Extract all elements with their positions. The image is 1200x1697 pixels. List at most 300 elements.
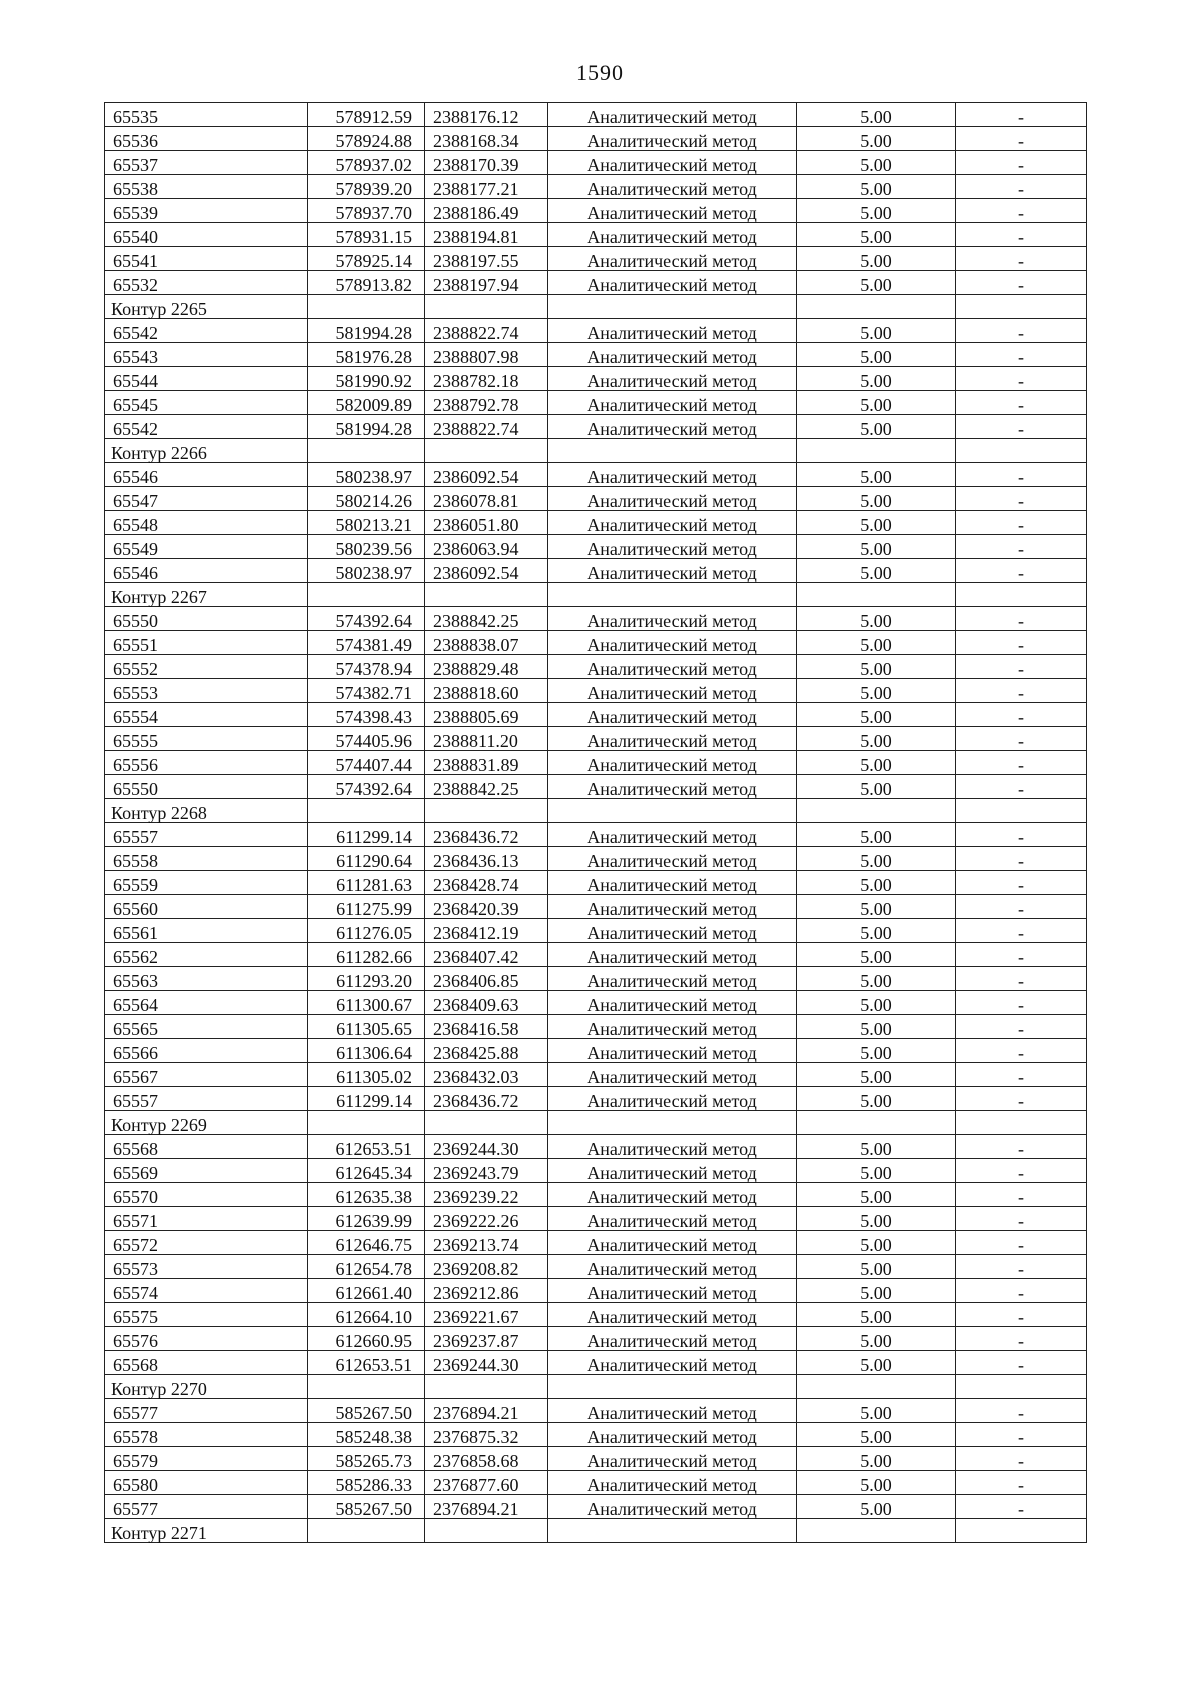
method-cell: Аналитический метод xyxy=(548,487,797,511)
contour-label: Контур 2269 xyxy=(105,1111,308,1135)
method-cell: Аналитический метод xyxy=(548,271,797,295)
x-coordinate-cell: 578925.14 xyxy=(308,247,425,271)
y-coordinate-cell: 2388842.25 xyxy=(425,607,548,631)
y-coordinate-cell: 2388177.21 xyxy=(425,175,548,199)
point-id-cell: 65575 xyxy=(105,1303,308,1327)
page-number: 1590 xyxy=(576,60,624,85)
point-id-cell: 65570 xyxy=(105,1183,308,1207)
accuracy-cell: 5.00 xyxy=(797,1423,956,1447)
point-id-cell: 65536 xyxy=(105,127,308,151)
accuracy-cell: 5.00 xyxy=(797,343,956,367)
table-row xyxy=(105,367,1087,391)
y-coordinate-cell: 2369221.67 xyxy=(425,1303,548,1327)
note-cell: - xyxy=(956,391,1087,415)
table-row xyxy=(105,943,1087,967)
x-coordinate-cell: 611290.64 xyxy=(308,847,425,871)
y-coordinate-cell: 2376875.32 xyxy=(425,1423,548,1447)
method-cell: Аналитический метод xyxy=(548,847,797,871)
x-coordinate-cell: 585265.73 xyxy=(308,1447,425,1471)
point-id-cell: 65557 xyxy=(105,823,308,847)
method-cell: Аналитический метод xyxy=(548,463,797,487)
table-row xyxy=(105,1207,1087,1231)
note-cell: - xyxy=(956,487,1087,511)
x-coordinate-cell: 580214.26 xyxy=(308,487,425,511)
x-coordinate-cell: 612645.34 xyxy=(308,1159,425,1183)
y-coordinate-cell: 2388831.89 xyxy=(425,751,548,775)
note-cell: - xyxy=(956,1063,1087,1087)
empty-cell xyxy=(956,799,1087,823)
point-id-cell: 65548 xyxy=(105,511,308,535)
empty-cell xyxy=(797,1519,956,1543)
y-coordinate-cell: 2388197.55 xyxy=(425,247,548,271)
x-coordinate-cell: 574398.43 xyxy=(308,703,425,727)
method-cell: Аналитический метод xyxy=(548,1015,797,1039)
contour-header-row xyxy=(105,1375,1087,1399)
point-id-cell: 65549 xyxy=(105,535,308,559)
method-cell: Аналитический метод xyxy=(548,967,797,991)
empty-cell xyxy=(308,1375,425,1399)
empty-cell xyxy=(797,295,956,319)
method-cell: Аналитический метод xyxy=(548,1327,797,1351)
accuracy-cell: 5.00 xyxy=(797,1231,956,1255)
note-cell: - xyxy=(956,967,1087,991)
accuracy-cell: 5.00 xyxy=(797,895,956,919)
x-coordinate-cell: 611293.20 xyxy=(308,967,425,991)
x-coordinate-cell: 574382.71 xyxy=(308,679,425,703)
point-id-cell: 65562 xyxy=(105,943,308,967)
method-cell: Аналитический метод xyxy=(548,1255,797,1279)
method-cell: Аналитический метод xyxy=(548,991,797,1015)
note-cell: - xyxy=(956,1495,1087,1519)
x-coordinate-cell: 578931.15 xyxy=(308,223,425,247)
accuracy-cell: 5.00 xyxy=(797,1255,956,1279)
table-row xyxy=(105,1399,1087,1423)
note-cell: - xyxy=(956,175,1087,199)
method-cell: Аналитический метод xyxy=(548,367,797,391)
table-row xyxy=(105,607,1087,631)
note-cell: - xyxy=(956,247,1087,271)
y-coordinate-cell: 2388170.39 xyxy=(425,151,548,175)
accuracy-cell: 5.00 xyxy=(797,1399,956,1423)
method-cell: Аналитический метод xyxy=(548,1063,797,1087)
x-coordinate-cell: 580238.97 xyxy=(308,463,425,487)
note-cell: - xyxy=(956,847,1087,871)
accuracy-cell: 5.00 xyxy=(797,415,956,439)
x-coordinate-cell: 585267.50 xyxy=(308,1399,425,1423)
accuracy-cell: 5.00 xyxy=(797,463,956,487)
note-cell: - xyxy=(956,871,1087,895)
accuracy-cell: 5.00 xyxy=(797,1135,956,1159)
point-id-cell: 65561 xyxy=(105,919,308,943)
point-id-cell: 65544 xyxy=(105,367,308,391)
table-row xyxy=(105,247,1087,271)
y-coordinate-cell: 2368407.42 xyxy=(425,943,548,967)
accuracy-cell: 5.00 xyxy=(797,535,956,559)
table-row xyxy=(105,487,1087,511)
y-coordinate-cell: 2368432.03 xyxy=(425,1063,548,1087)
table-row xyxy=(105,415,1087,439)
x-coordinate-cell: 581976.28 xyxy=(308,343,425,367)
x-coordinate-cell: 612661.40 xyxy=(308,1279,425,1303)
point-id-cell: 65546 xyxy=(105,463,308,487)
accuracy-cell: 5.00 xyxy=(797,247,956,271)
point-id-cell: 65556 xyxy=(105,751,308,775)
y-coordinate-cell: 2376858.68 xyxy=(425,1447,548,1471)
empty-cell xyxy=(548,439,797,463)
point-id-cell: 65541 xyxy=(105,247,308,271)
point-id-cell: 65564 xyxy=(105,991,308,1015)
point-id-cell: 65546 xyxy=(105,559,308,583)
table-row xyxy=(105,151,1087,175)
x-coordinate-cell: 580238.97 xyxy=(308,559,425,583)
note-cell: - xyxy=(956,1303,1087,1327)
x-coordinate-cell: 574381.49 xyxy=(308,631,425,655)
table-row xyxy=(105,1423,1087,1447)
y-coordinate-cell: 2369212.86 xyxy=(425,1279,548,1303)
method-cell: Аналитический метод xyxy=(548,511,797,535)
x-coordinate-cell: 612635.38 xyxy=(308,1183,425,1207)
table-row xyxy=(105,535,1087,559)
table-row xyxy=(105,343,1087,367)
y-coordinate-cell: 2388811.20 xyxy=(425,727,548,751)
empty-cell xyxy=(308,439,425,463)
y-coordinate-cell: 2369208.82 xyxy=(425,1255,548,1279)
table-row xyxy=(105,391,1087,415)
x-coordinate-cell: 611306.64 xyxy=(308,1039,425,1063)
table-row xyxy=(105,1231,1087,1255)
method-cell: Аналитический метод xyxy=(548,1447,797,1471)
accuracy-cell: 5.00 xyxy=(797,1447,956,1471)
accuracy-cell: 5.00 xyxy=(797,631,956,655)
y-coordinate-cell: 2376894.21 xyxy=(425,1399,548,1423)
table-row xyxy=(105,655,1087,679)
method-cell: Аналитический метод xyxy=(548,703,797,727)
x-coordinate-cell: 585248.38 xyxy=(308,1423,425,1447)
method-cell: Аналитический метод xyxy=(548,631,797,655)
x-coordinate-cell: 578937.02 xyxy=(308,151,425,175)
accuracy-cell: 5.00 xyxy=(797,991,956,1015)
note-cell: - xyxy=(956,343,1087,367)
table-row xyxy=(105,1183,1087,1207)
note-cell: - xyxy=(956,1183,1087,1207)
table-row xyxy=(105,127,1087,151)
note-cell: - xyxy=(956,1087,1087,1111)
point-id-cell: 65578 xyxy=(105,1423,308,1447)
note-cell: - xyxy=(956,127,1087,151)
y-coordinate-cell: 2388829.48 xyxy=(425,655,548,679)
contour-header-row xyxy=(105,1111,1087,1135)
note-cell: - xyxy=(956,367,1087,391)
contour-label: Контур 2265 xyxy=(105,295,308,319)
note-cell: - xyxy=(956,535,1087,559)
method-cell: Аналитический метод xyxy=(548,247,797,271)
method-cell: Аналитический метод xyxy=(548,919,797,943)
accuracy-cell: 5.00 xyxy=(797,1327,956,1351)
contour-label: Контур 2267 xyxy=(105,583,308,607)
accuracy-cell: 5.00 xyxy=(797,127,956,151)
contour-header-row xyxy=(105,295,1087,319)
table-row xyxy=(105,751,1087,775)
accuracy-cell: 5.00 xyxy=(797,367,956,391)
y-coordinate-cell: 2368425.88 xyxy=(425,1039,548,1063)
empty-cell xyxy=(956,295,1087,319)
accuracy-cell: 5.00 xyxy=(797,775,956,799)
y-coordinate-cell: 2369239.22 xyxy=(425,1183,548,1207)
point-id-cell: 65565 xyxy=(105,1015,308,1039)
point-id-cell: 65560 xyxy=(105,895,308,919)
empty-cell xyxy=(548,799,797,823)
y-coordinate-cell: 2386092.54 xyxy=(425,463,548,487)
table-row xyxy=(105,967,1087,991)
table-row xyxy=(105,559,1087,583)
note-cell: - xyxy=(956,463,1087,487)
y-coordinate-cell: 2368409.63 xyxy=(425,991,548,1015)
empty-cell xyxy=(308,799,425,823)
note-cell: - xyxy=(956,1279,1087,1303)
point-id-cell: 65580 xyxy=(105,1471,308,1495)
table-row xyxy=(105,319,1087,343)
empty-cell xyxy=(425,583,548,607)
method-cell: Аналитический метод xyxy=(548,727,797,751)
point-id-cell: 65535 xyxy=(105,103,308,127)
method-cell: Аналитический метод xyxy=(548,223,797,247)
point-id-cell: 65563 xyxy=(105,967,308,991)
empty-cell xyxy=(956,1111,1087,1135)
point-id-cell: 65567 xyxy=(105,1063,308,1087)
note-cell: - xyxy=(956,919,1087,943)
y-coordinate-cell: 2369243.79 xyxy=(425,1159,548,1183)
point-id-cell: 65577 xyxy=(105,1399,308,1423)
note-cell: - xyxy=(956,1423,1087,1447)
accuracy-cell: 5.00 xyxy=(797,655,956,679)
x-coordinate-cell: 611299.14 xyxy=(308,1087,425,1111)
y-coordinate-cell: 2369244.30 xyxy=(425,1135,548,1159)
accuracy-cell: 5.00 xyxy=(797,1279,956,1303)
note-cell: - xyxy=(956,559,1087,583)
x-coordinate-cell: 611299.14 xyxy=(308,823,425,847)
accuracy-cell: 5.00 xyxy=(797,679,956,703)
accuracy-cell: 5.00 xyxy=(797,559,956,583)
note-cell: - xyxy=(956,895,1087,919)
empty-cell xyxy=(797,1111,956,1135)
accuracy-cell: 5.00 xyxy=(797,751,956,775)
accuracy-cell: 5.00 xyxy=(797,199,956,223)
point-id-cell: 65573 xyxy=(105,1255,308,1279)
accuracy-cell: 5.00 xyxy=(797,1087,956,1111)
contour-label: Контур 2268 xyxy=(105,799,308,823)
contour-label: Контур 2270 xyxy=(105,1375,308,1399)
y-coordinate-cell: 2369244.30 xyxy=(425,1351,548,1375)
point-id-cell: 65539 xyxy=(105,199,308,223)
table-row xyxy=(105,823,1087,847)
point-id-cell: 65569 xyxy=(105,1159,308,1183)
y-coordinate-cell: 2388194.81 xyxy=(425,223,548,247)
point-id-cell: 65547 xyxy=(105,487,308,511)
empty-cell xyxy=(308,295,425,319)
table-row xyxy=(105,511,1087,535)
empty-cell xyxy=(425,1375,548,1399)
empty-cell xyxy=(308,1111,425,1135)
x-coordinate-cell: 611305.65 xyxy=(308,1015,425,1039)
accuracy-cell: 5.00 xyxy=(797,103,956,127)
x-coordinate-cell: 612653.51 xyxy=(308,1135,425,1159)
y-coordinate-cell: 2388168.34 xyxy=(425,127,548,151)
method-cell: Аналитический метод xyxy=(548,319,797,343)
table-row xyxy=(105,1159,1087,1183)
method-cell: Аналитический метод xyxy=(548,1471,797,1495)
accuracy-cell: 5.00 xyxy=(797,175,956,199)
method-cell: Аналитический метод xyxy=(548,1423,797,1447)
method-cell: Аналитический метод xyxy=(548,127,797,151)
note-cell: - xyxy=(956,1399,1087,1423)
point-id-cell: 65577 xyxy=(105,1495,308,1519)
table-row xyxy=(105,919,1087,943)
point-id-cell: 65545 xyxy=(105,391,308,415)
x-coordinate-cell: 611300.67 xyxy=(308,991,425,1015)
note-cell: - xyxy=(956,703,1087,727)
x-coordinate-cell: 578912.59 xyxy=(308,103,425,127)
method-cell: Аналитический метод xyxy=(548,895,797,919)
x-coordinate-cell: 585267.50 xyxy=(308,1495,425,1519)
x-coordinate-cell: 578939.20 xyxy=(308,175,425,199)
method-cell: Аналитический метод xyxy=(548,559,797,583)
method-cell: Аналитический метод xyxy=(548,103,797,127)
point-id-cell: 65543 xyxy=(105,343,308,367)
table-row xyxy=(105,847,1087,871)
note-cell: - xyxy=(956,223,1087,247)
note-cell: - xyxy=(956,1039,1087,1063)
method-cell: Аналитический метод xyxy=(548,1399,797,1423)
accuracy-cell: 5.00 xyxy=(797,223,956,247)
table-row xyxy=(105,1039,1087,1063)
note-cell: - xyxy=(956,655,1087,679)
y-coordinate-cell: 2376894.21 xyxy=(425,1495,548,1519)
empty-cell xyxy=(548,295,797,319)
point-id-cell: 65571 xyxy=(105,1207,308,1231)
x-coordinate-cell: 612653.51 xyxy=(308,1351,425,1375)
y-coordinate-cell: 2388186.49 xyxy=(425,199,548,223)
method-cell: Аналитический метод xyxy=(548,871,797,895)
point-id-cell: 65554 xyxy=(105,703,308,727)
point-id-cell: 65566 xyxy=(105,1039,308,1063)
note-cell: - xyxy=(956,1471,1087,1495)
empty-cell xyxy=(797,1375,956,1399)
note-cell: - xyxy=(956,1231,1087,1255)
table-row xyxy=(105,1087,1087,1111)
accuracy-cell: 5.00 xyxy=(797,1471,956,1495)
x-coordinate-cell: 585286.33 xyxy=(308,1471,425,1495)
y-coordinate-cell: 2368420.39 xyxy=(425,895,548,919)
note-cell: - xyxy=(956,943,1087,967)
y-coordinate-cell: 2368436.72 xyxy=(425,1087,548,1111)
note-cell: - xyxy=(956,103,1087,127)
y-coordinate-cell: 2368436.72 xyxy=(425,823,548,847)
y-coordinate-cell: 2368412.19 xyxy=(425,919,548,943)
note-cell: - xyxy=(956,1159,1087,1183)
note-cell: - xyxy=(956,775,1087,799)
y-coordinate-cell: 2368436.13 xyxy=(425,847,548,871)
point-id-cell: 65540 xyxy=(105,223,308,247)
method-cell: Аналитический метод xyxy=(548,1207,797,1231)
accuracy-cell: 5.00 xyxy=(797,319,956,343)
x-coordinate-cell: 581994.28 xyxy=(308,415,425,439)
x-coordinate-cell: 612664.10 xyxy=(308,1303,425,1327)
table-row xyxy=(105,1135,1087,1159)
point-id-cell: 65551 xyxy=(105,631,308,655)
y-coordinate-cell: 2388838.07 xyxy=(425,631,548,655)
table-row xyxy=(105,175,1087,199)
method-cell: Аналитический метод xyxy=(548,1303,797,1327)
method-cell: Аналитический метод xyxy=(548,1279,797,1303)
y-coordinate-cell: 2388176.12 xyxy=(425,103,548,127)
point-id-cell: 65558 xyxy=(105,847,308,871)
y-coordinate-cell: 2388782.18 xyxy=(425,367,548,391)
y-coordinate-cell: 2388822.74 xyxy=(425,319,548,343)
point-id-cell: 65538 xyxy=(105,175,308,199)
y-coordinate-cell: 2368416.58 xyxy=(425,1015,548,1039)
method-cell: Аналитический метод xyxy=(548,751,797,775)
note-cell: - xyxy=(956,991,1087,1015)
method-cell: Аналитический метод xyxy=(548,1183,797,1207)
accuracy-cell: 5.00 xyxy=(797,1183,956,1207)
table-row xyxy=(105,271,1087,295)
note-cell: - xyxy=(956,511,1087,535)
table-row xyxy=(105,727,1087,751)
table-row xyxy=(105,1447,1087,1471)
method-cell: Аналитический метод xyxy=(548,607,797,631)
x-coordinate-cell: 612646.75 xyxy=(308,1231,425,1255)
table-row xyxy=(105,703,1087,727)
method-cell: Аналитический метод xyxy=(548,1087,797,1111)
accuracy-cell: 5.00 xyxy=(797,727,956,751)
empty-cell xyxy=(548,1111,797,1135)
empty-cell xyxy=(548,1375,797,1399)
coordinates-table-body xyxy=(105,103,1087,1543)
y-coordinate-cell: 2369213.74 xyxy=(425,1231,548,1255)
contour-label: Контур 2266 xyxy=(105,439,308,463)
x-coordinate-cell: 578924.88 xyxy=(308,127,425,151)
coordinates-table xyxy=(104,102,1087,1543)
table-row xyxy=(105,679,1087,703)
note-cell: - xyxy=(956,415,1087,439)
point-id-cell: 65555 xyxy=(105,727,308,751)
point-id-cell: 65553 xyxy=(105,679,308,703)
accuracy-cell: 5.00 xyxy=(797,943,956,967)
y-coordinate-cell: 2388807.98 xyxy=(425,343,548,367)
table-row xyxy=(105,1279,1087,1303)
contour-header-row xyxy=(105,799,1087,823)
empty-cell xyxy=(797,799,956,823)
accuracy-cell: 5.00 xyxy=(797,1351,956,1375)
point-id-cell: 65579 xyxy=(105,1447,308,1471)
point-id-cell: 65574 xyxy=(105,1279,308,1303)
point-id-cell: 65557 xyxy=(105,1087,308,1111)
point-id-cell: 65550 xyxy=(105,607,308,631)
method-cell: Аналитический метод xyxy=(548,1231,797,1255)
accuracy-cell: 5.00 xyxy=(797,487,956,511)
y-coordinate-cell: 2386051.80 xyxy=(425,511,548,535)
note-cell: - xyxy=(956,1327,1087,1351)
method-cell: Аналитический метод xyxy=(548,1135,797,1159)
note-cell: - xyxy=(956,199,1087,223)
table-row xyxy=(105,1327,1087,1351)
accuracy-cell: 5.00 xyxy=(797,151,956,175)
note-cell: - xyxy=(956,823,1087,847)
empty-cell xyxy=(956,583,1087,607)
method-cell: Аналитический метод xyxy=(548,535,797,559)
y-coordinate-cell: 2388818.60 xyxy=(425,679,548,703)
empty-cell xyxy=(956,439,1087,463)
